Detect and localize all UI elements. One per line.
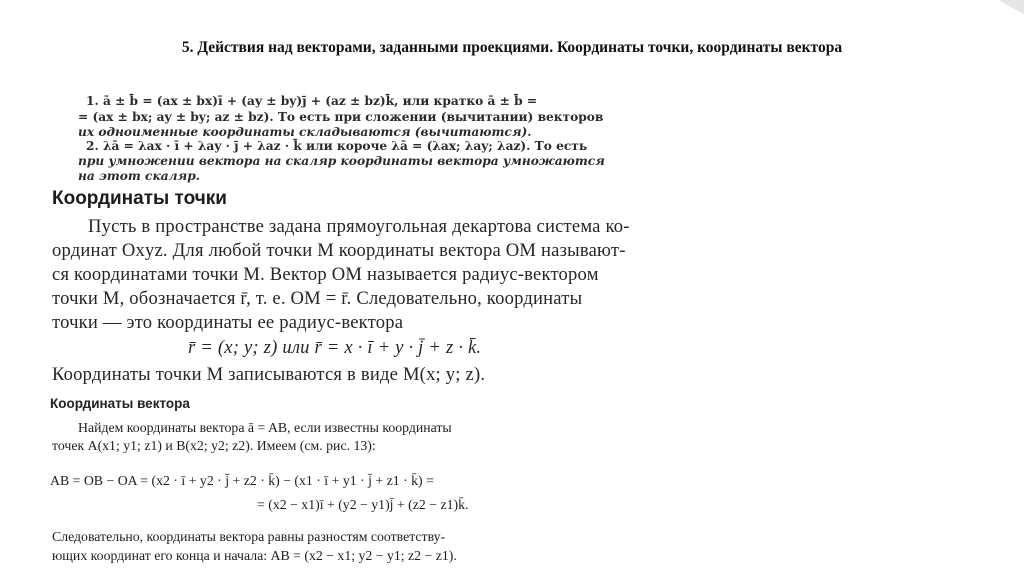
ops-line-3: их одноименные координаты складываются (вычитаются). [78,125,532,139]
slide-corner-decoration [998,0,1024,14]
slide-title: 5. Действия над векторами, заданными проекциями. Координаты точки, координаты вектора [181,39,843,56]
ops-line-2: = (ax ± bx; ay ± by; az ± bz). То есть при сложении (вычитании) векторов [78,110,604,124]
radius-vector-formula: r̄ = (x; y; z) или r̄ = x · ī + y · j̄ + z · k̄. [188,337,482,358]
point-coords-heading: Координаты точки [52,188,227,209]
point-text-line-4: точки M, обозначается r̄, т. е. OM = r̄. Следовательно, координаты [52,288,583,309]
vector-text-line-5: Следовательно, координаты вектора равны разностям соответству- [52,529,446,544]
scanned-page [50,78,710,574]
point-text-line-5: точки — это координаты ее радиус-вектора [52,312,404,333]
ops-line-1: 1. ā ± b̄ = (ax ± bx)ī + (ay ± by)j̄ + (az ± bz)k̄, или кратко ā ± b̄ = [86,94,538,108]
point-text-line-3: ся координатами точки M. Вектор OM называется радиус-вектором [52,264,599,285]
vector-difference-formula: AB = OB − OA = (x2 · ī + y2 · j̄ + z2 · k̄) − (x1 · ī + y1 · j̄ + z1 · k̄) = [50,473,434,488]
ops-line-4: 2. λā = λax · ī + λay · j̄ + λaz · k̄ или короче λā = (λax; λay; λaz). То есть [86,139,588,153]
ops-line-6: на этот скаляр. [78,169,200,183]
point-text-line-7: Координаты точки M записываются в виде M(x; y; z). [52,364,486,385]
point-text-line-1: Пусть в пространстве задана прямоугольная декартова система ко- [88,216,630,237]
ops-line-5: при умножении вектора на скаляр координаты вектора умножаются [78,154,605,168]
vector-coords-heading: Координаты вектора [50,396,190,411]
vector-difference-result: = (x2 − x1)ī + (y2 − y1)j̄ + (z2 − z1)k̄. [257,497,469,512]
vector-text-line-6: ющих координат его конца и начала: AB = (x2 − x1; y2 − y1; z2 − z1). [52,548,457,563]
vector-text-line-2: точек A(x1; y1; z1) и B(x2; y2; z2). Имеем (см. рис. 13): [52,438,376,453]
vector-text-line-1: Найдем координаты вектора ā = AB, если известны координаты [78,420,452,435]
point-text-line-2: ординат Oxyz. Для любой точки M координаты вектора OM называют- [52,240,626,261]
